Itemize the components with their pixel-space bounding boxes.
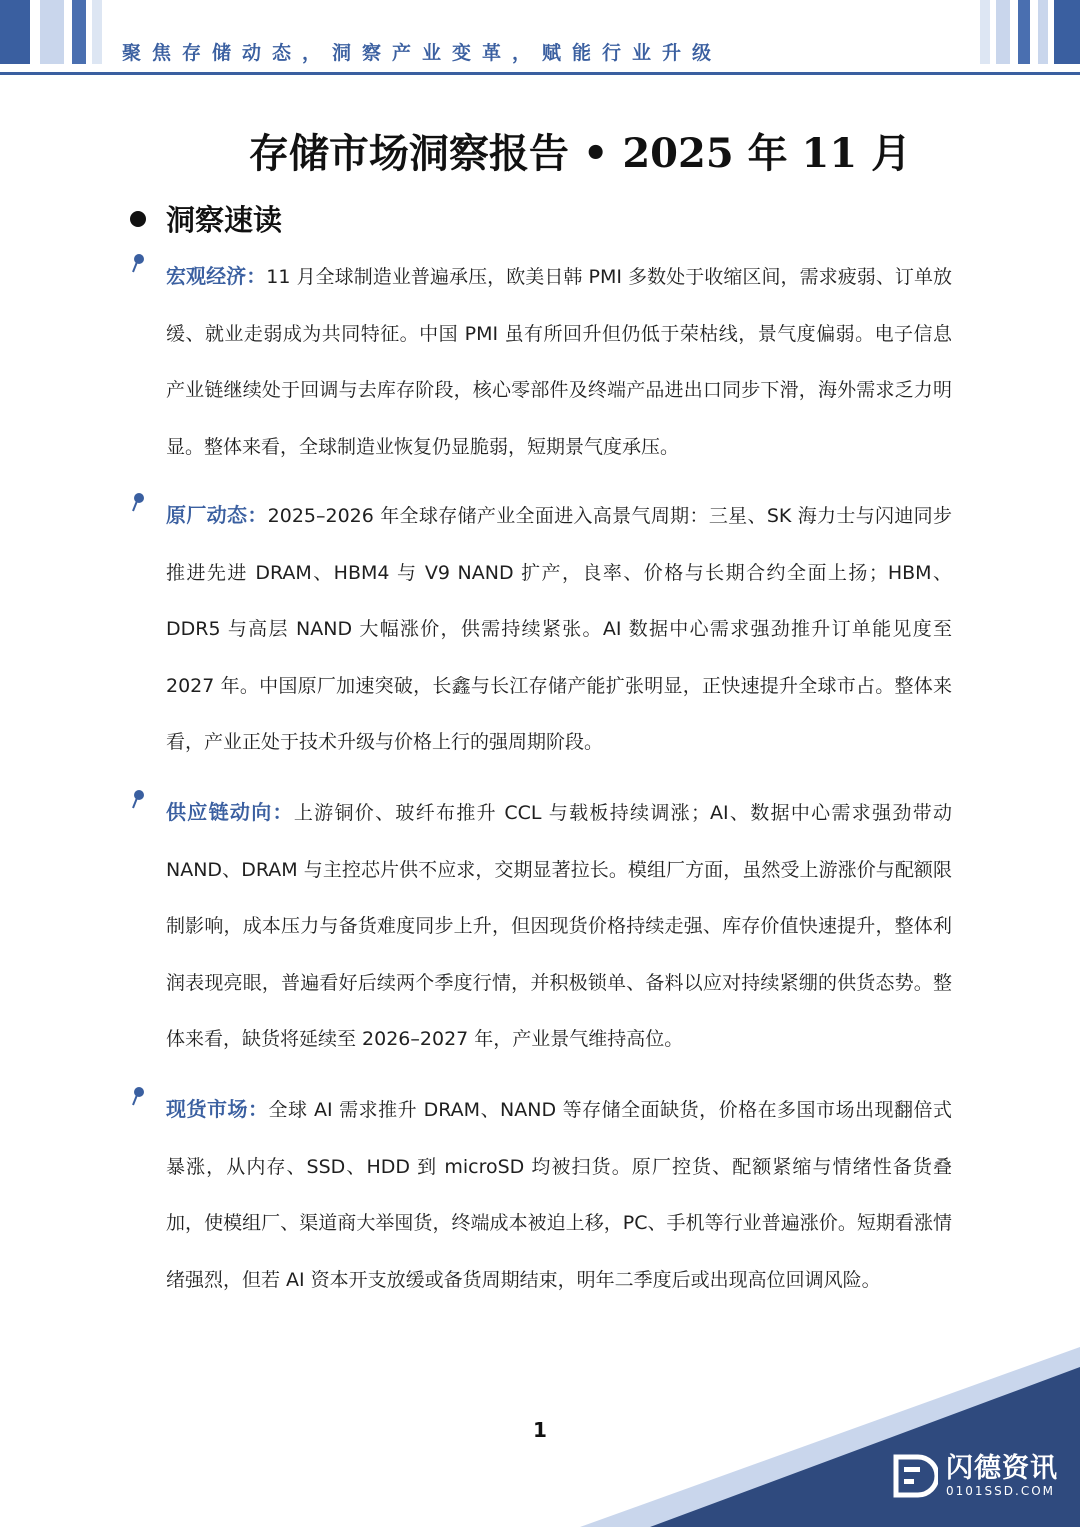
- brand-logo-icon: [892, 1453, 938, 1499]
- brand-name-cn: 闪德资讯: [946, 1453, 1058, 1484]
- paragraph-spot-market: [130, 1081, 952, 1308]
- header-slogan: 聚焦存储动态，洞察产业变革，赋能行业升级: [122, 42, 723, 64]
- paragraph-supply-chain: [130, 784, 952, 1068]
- report-title: 存储市场洞察报告 • 2025 年 11 月: [248, 130, 912, 177]
- page-number: 1: [533, 1418, 547, 1442]
- brand-name-en: 0101SSD.COM: [946, 1484, 1056, 1498]
- paragraph-label: 现货市场：: [166, 1097, 269, 1121]
- header-divider: [0, 72, 1080, 75]
- header-stripes-left: [0, 0, 102, 64]
- paragraph-body: 11 月全球制造业普遍承压，欧美日韩 PMI 多数处于收缩区间，需求疲弱、订单放缓、就业走弱成为共同特征。中国 PMI 虽有所回升但仍低于荣枯线，景气度偏弱。电子信息产业链继续处于回调与去库存阶段，核心零部件及终端产品进出口同步下滑，海外需求乏力明显。整体来看，全球制造业恢复仍显脆弱，短期景气度承压。: [166, 266, 952, 458]
- paragraph-manufacturer-news: [130, 487, 952, 771]
- section-heading: [130, 198, 282, 239]
- paragraph-label: 原厂动态：: [166, 503, 268, 527]
- paragraph-label: 宏观经济：: [166, 264, 267, 288]
- bullet-dot-icon: [130, 211, 146, 227]
- header-band: [0, 0, 1080, 80]
- pushpin-icon: [130, 491, 146, 513]
- corner-decoration: [520, 1347, 1080, 1527]
- paragraph-body: 上游铜价、玻纤布推升 CCL 与载板持续调涨；AI、数据中心需求强劲带动 NAND、DRAM 与主控芯片供不应求，交期显著拉长。模组厂方面，虽然受上游涨价与配额限制影响，成本压力与备货难度同步上升，但因现货价格持续走强、库存价值快速提升，整体利润表现亮眼，普遍看好后续两个季度行情，并积极锁单、备料以应对持续紧绷的供货态势。整体来看，缺货将延续至 2026–2027 年，产业景气维持高位。: [166, 802, 952, 1050]
- paragraph-body: 2025–2026 年全球存储产业全面进入高景气周期：三星、SK 海力士与闪迪同步推进先进 DRAM、HBM4 与 V9 NAND 扩产，良率、价格与长期合约全面上扬；HBM、DDR5 与高层 NAND 大幅涨价，供需持续紧张。AI 数据中心需求强劲推升订单能见度至 2027 年。中国原厂加速突破，长鑫与长江存储产能扩张明显，正快速提升全球市占。整体来看，产业正处于技术升级与价格上行的强周期阶段。: [166, 505, 953, 753]
- section-title: 洞察速读: [166, 203, 283, 237]
- brand-logo: [892, 1453, 1058, 1499]
- pushpin-icon: [130, 788, 146, 810]
- pushpin-icon: [130, 252, 146, 274]
- paragraph-label: 供应链动向：: [166, 800, 294, 824]
- header-stripes-right: [980, 0, 1080, 64]
- paragraph-body: 全球 AI 需求推升 DRAM、NAND 等存储全面缺货，价格在多国市场出现翻倍式暴涨，从内存、SSD、HDD 到 microSD 均被扫货。原厂控货、配额紧缩与情绪性备货叠加，使模组厂、渠道商大举囤货，终端成本被迫上移，PC、手机等行业普遍涨价。短期看涨情绪强烈，但若 AI 资本开支放缓或备货周期结束，明年二季度后或出现高位回调风险。: [166, 1099, 952, 1291]
- pushpin-icon: [130, 1085, 146, 1107]
- paragraph-macro-economy: [130, 248, 952, 475]
